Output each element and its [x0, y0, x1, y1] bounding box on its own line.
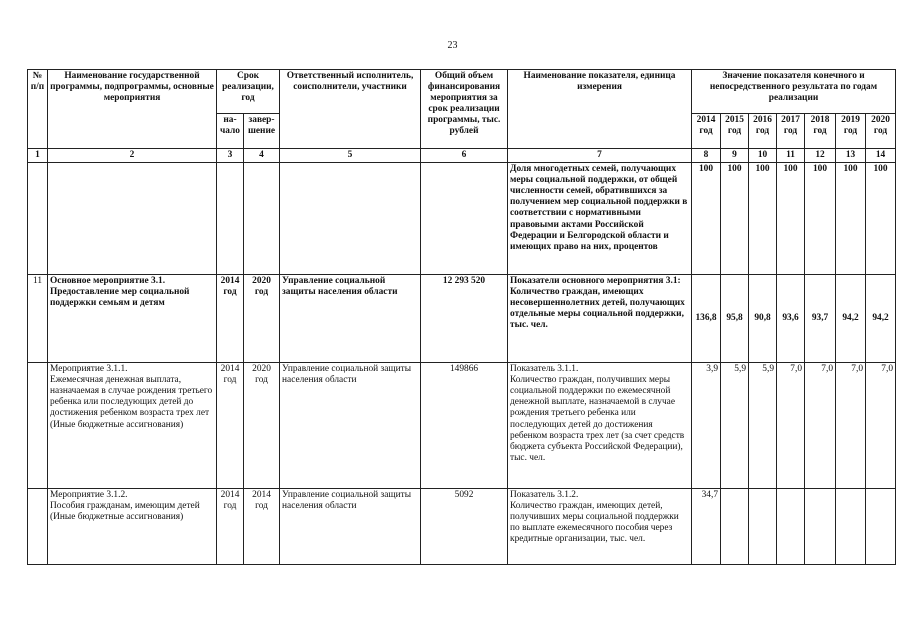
- column-number: 14: [866, 149, 896, 163]
- header-name: Наименование государственной программы, подпрограммы, основные мероприятия: [48, 70, 217, 149]
- header-year-2019: 2019 год: [836, 114, 866, 149]
- column-number: 11: [777, 149, 805, 163]
- row-value-2019: 94,2: [836, 275, 866, 363]
- row-name: Мероприятие 3.1.1. Ежемесячная денежная выплата, назначаемая в случае рождения третьего ребенка или последующих детей до достижения ребенком возраста трех лет (Иные бюджетные ассигнования): [48, 363, 217, 489]
- row-start: 2014 год: [217, 363, 244, 489]
- row-financing: [421, 163, 508, 275]
- row-value-2020: 94,2: [866, 275, 896, 363]
- row-indicator: Доля многодетных семей, получающих меры социальной поддержки, от общей численности семей, обратившихся за получением мер социальной поддержки в соответствии с нормативными правовыми актами Российской Федерации и Белгородской области и имеющих право на них, процентов: [508, 163, 692, 275]
- row-value-2016: [749, 489, 777, 565]
- row-number: [28, 163, 48, 275]
- row-name: Мероприятие 3.1.2. Пособия гражданам, имеющим детей (Иные бюджетные ассигнования): [48, 489, 217, 565]
- column-number: 4: [244, 149, 280, 163]
- column-number: 13: [836, 149, 866, 163]
- row-financing: 5092: [421, 489, 508, 565]
- row-value-2016: 5,9: [749, 363, 777, 489]
- table-row: [28, 163, 896, 275]
- row-value-2014: 136,8: [692, 275, 721, 363]
- row-value-2017: 93,6: [777, 275, 805, 363]
- row-value-2019: [836, 489, 866, 565]
- row-value-2016: 90,8: [749, 275, 777, 363]
- header-year-2017: 2017 год: [777, 114, 805, 149]
- column-number-row: [28, 149, 896, 163]
- header-indicator: Наименование показателя, единица измерения: [508, 70, 692, 149]
- row-value-2015: [721, 489, 749, 565]
- column-number: 6: [421, 149, 508, 163]
- row-end: 2020 год: [244, 275, 280, 363]
- row-value-2016: 100: [749, 163, 777, 275]
- row-value-2015: 95,8: [721, 275, 749, 363]
- row-responsible: [280, 163, 421, 275]
- row-value-2018: [805, 489, 836, 565]
- header-num: № п/п: [28, 70, 48, 149]
- column-number: 9: [721, 149, 749, 163]
- header-year-2020: 2020 год: [866, 114, 896, 149]
- row-end: 2020 год: [244, 363, 280, 489]
- column-number: 1: [28, 149, 48, 163]
- row-value-2014: 34,7: [692, 489, 721, 565]
- header-year-2016: 2016 год: [749, 114, 777, 149]
- row-value-2017: 7,0: [777, 363, 805, 489]
- row-value-2017: 100: [777, 163, 805, 275]
- row-value-2018: 93,7: [805, 275, 836, 363]
- row-value-2019: 7,0: [836, 363, 866, 489]
- row-value-2018: 7,0: [805, 363, 836, 489]
- row-value-2014: 3,9: [692, 363, 721, 489]
- row-number: [28, 489, 48, 565]
- column-number: 5: [280, 149, 421, 163]
- row-name: Основное мероприятие 3.1. Предоставление мер социальной поддержки семьям и детям: [48, 275, 217, 363]
- header-end: завер- шение: [244, 114, 280, 149]
- header-year-2014: 2014 год: [692, 114, 721, 149]
- row-value-2014: 100: [692, 163, 721, 275]
- header-values: Значение показателя конечного и непосредственного результата по годам реализации: [692, 70, 896, 114]
- header-responsible: Ответственный исполнитель, соисполнители, участники: [280, 70, 421, 149]
- row-financing: 12 293 520: [421, 275, 508, 363]
- row-number: 11: [28, 275, 48, 363]
- row-indicator: Показатели основного мероприятия 3.1: Количество граждан, имеющих несовершеннолетних детей, получающих отдельные меры социальной поддержки, тыс. чел.: [508, 275, 692, 363]
- column-number: 10: [749, 149, 777, 163]
- row-value-2015: 100: [721, 163, 749, 275]
- row-value-2017: [777, 489, 805, 565]
- page-number: 23: [447, 40, 458, 51]
- table-row: [28, 275, 896, 363]
- header-term: Срок реализации, год: [217, 70, 280, 114]
- row-value-2020: [866, 489, 896, 565]
- column-number: 12: [805, 149, 836, 163]
- table-row: [28, 363, 896, 489]
- row-value-2015: 5,9: [721, 363, 749, 489]
- row-value-2020: 7,0: [866, 363, 896, 489]
- row-indicator: Показатель 3.1.1. Количество граждан, получивших меры социальной поддержки по ежемесячной денежной выплате, назначаемой в случае рождения третьего ребенка или последующих детей до достижения ребенком возраста трех лет (за счет средств бюджета субъекта Российской Федерации), тыс. чел.: [508, 363, 692, 489]
- column-number: 8: [692, 149, 721, 163]
- column-number: 2: [48, 149, 217, 163]
- row-name: [48, 163, 217, 275]
- row-value-2019: 100: [836, 163, 866, 275]
- row-start: 2014 год: [217, 489, 244, 565]
- header-financing: Общий объем финансирования мероприятия за срок реализации программы, тыс. рублей: [421, 70, 508, 149]
- program-table: [27, 69, 896, 565]
- header-year-2015: 2015 год: [721, 114, 749, 149]
- row-end: [244, 163, 280, 275]
- row-end: 2014 год: [244, 489, 280, 565]
- row-responsible: Управление социальной защиты населения области: [280, 275, 421, 363]
- row-responsible: Управление социальной защиты населения области: [280, 489, 421, 565]
- header-year-2018: 2018 год: [805, 114, 836, 149]
- row-value-2018: 100: [805, 163, 836, 275]
- header-start: на- чало: [217, 114, 244, 149]
- row-indicator: Показатель 3.1.2. Количество граждан, имеющих детей, получивших меры социальной поддержки по выплате ежемесячного пособия через кредитные организации, тыс. чел.: [508, 489, 692, 565]
- row-responsible: Управление социальной защиты населения области: [280, 363, 421, 489]
- column-number: 7: [508, 149, 692, 163]
- row-start: 2014 год: [217, 275, 244, 363]
- row-number: [28, 363, 48, 489]
- table-row: [28, 489, 896, 565]
- row-financing: 149866: [421, 363, 508, 489]
- column-number: 3: [217, 149, 244, 163]
- row-value-2020: 100: [866, 163, 896, 275]
- row-start: [217, 163, 244, 275]
